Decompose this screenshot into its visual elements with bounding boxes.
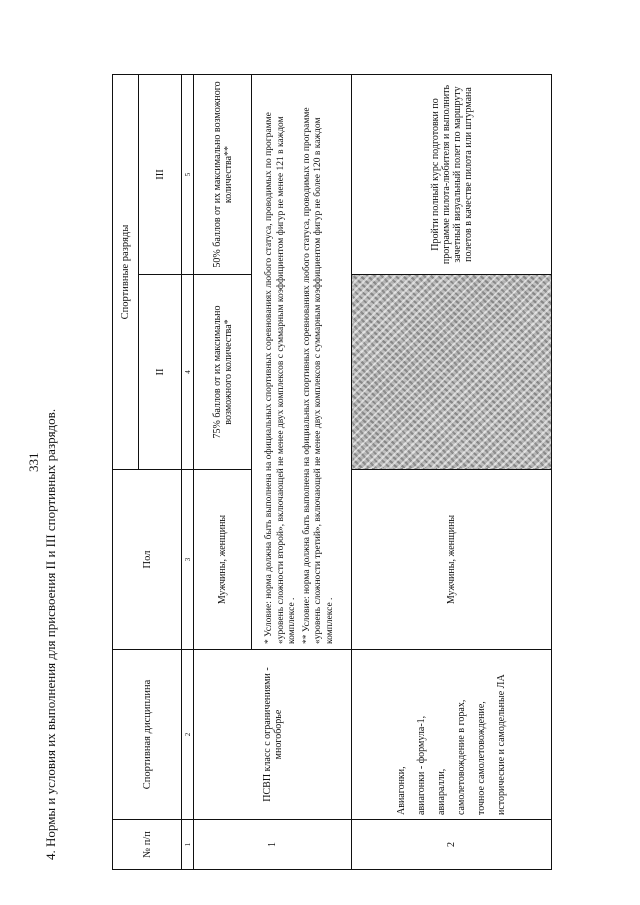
discipline-item: точное самолетовождение, (476, 701, 487, 815)
discipline-item: самолетовождение в горах, (456, 699, 467, 815)
row-rank-2: 75% баллов от их максимально возможного количества* (194, 275, 252, 470)
hatched-empty-cell (352, 275, 552, 470)
header-gender: Пол (113, 470, 182, 650)
conditions-note (252, 75, 352, 650)
column-index: 1 (182, 820, 194, 870)
page-title: 4. Нормы и условия их выполнения для присвоения II и III спортивных разрядов. (43, 408, 58, 860)
row-rank-3: 50% баллов от их максимально возможного количества** (194, 75, 252, 275)
header-discipline: Спортивная дисциплина (113, 650, 182, 820)
column-index: 4 (182, 275, 194, 470)
discipline-item: Авиагонки, (396, 766, 407, 815)
column-index: 5 (182, 75, 194, 275)
header-rank-3: III (139, 75, 182, 275)
condition-note-2: ** Условие: норма должна быть выполнена на официальных спортивных соревнованиях любого статуса, проводимых по программе «уровень сложности третий», включающей не менее двух комплексов с суммарным коэффициентом фигур не более 120 в каждом комплексе . (301, 107, 335, 644)
row-discipline: ПСВП класс с ограничениями - многоборье (194, 650, 352, 820)
page-number: 331 (26, 452, 41, 472)
row-gender: Мужчины, женщины (352, 470, 552, 650)
header-ranks: Спортивные разряды (113, 75, 139, 470)
header-rank-2: II (139, 275, 182, 470)
row-num: 1 (194, 820, 352, 870)
header-num: № п/п (113, 820, 182, 870)
discipline-item: исторические и самодельные ЛА (496, 674, 507, 815)
discipline-item: авиаралли, (436, 768, 447, 815)
row-rank-3: Пройти полный курс подготовки по программе пилота-любителя и выполнить зачетный визуальный полет по маршруту полетов в качестве пилота или штурмана (352, 75, 552, 275)
row-num: 2 (352, 820, 552, 870)
table-row (352, 75, 552, 870)
row-gender: Мужчины, женщины (194, 470, 252, 650)
condition-note-1: * Условие: норма должна быть выполнена на официальных спортивных соревнованиях любого статуса, проводимых по программе «уровень сложности второй», включающей не менее двух комплексов с суммарным коэффициентом фигур не менее 121 в каждом комплексе . (264, 112, 297, 644)
column-index-row (182, 75, 194, 870)
column-index: 2 (182, 650, 194, 820)
row-disciplines (352, 650, 552, 820)
table-row (194, 75, 252, 870)
ranks-table (112, 74, 552, 870)
discipline-item: авиагонки - формула-1, (416, 715, 427, 815)
column-index: 3 (182, 470, 194, 650)
